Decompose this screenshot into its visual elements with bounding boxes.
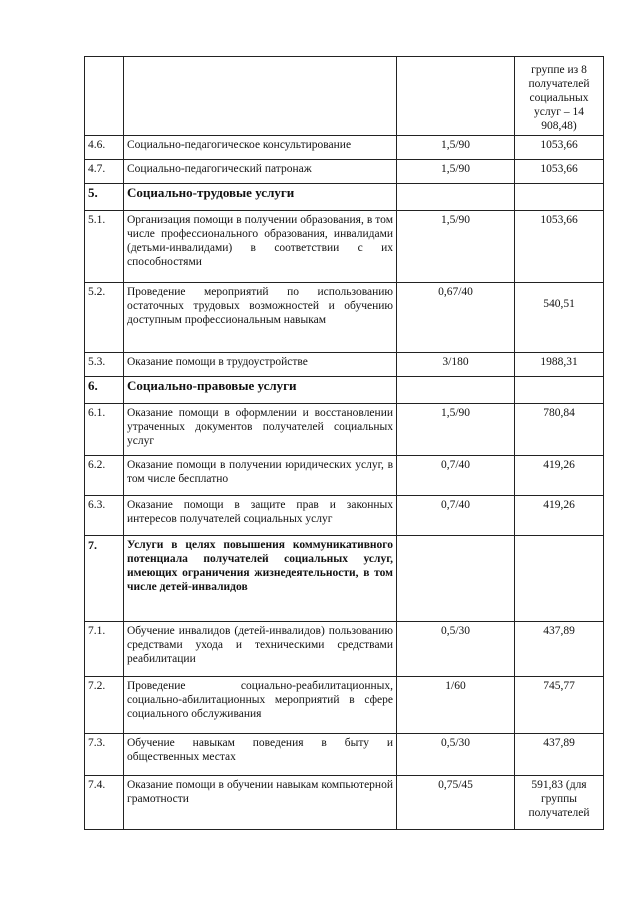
service-price: 745,77 <box>515 677 604 734</box>
service-norm: 1/60 <box>397 677 515 734</box>
service-price: 591,83 (для группы получателей <box>515 776 604 830</box>
section-number: 5. <box>85 184 124 211</box>
section-header-row <box>85 377 604 404</box>
table-row <box>85 677 604 734</box>
service-norm: 1,5/90 <box>397 211 515 283</box>
service-price: 437,89 <box>515 734 604 776</box>
service-norm: 1,5/90 <box>397 404 515 456</box>
service-norm: 0,7/40 <box>397 496 515 536</box>
cell-price <box>515 377 604 404</box>
cell-price-note: группе из 8 получателей социальных услуг – 14 908,48) <box>515 57 604 136</box>
section-title: Услуги в целях повышения коммуникативного потенциала получателей социальных услуг, имеющих ограничения жизнедеятельности, в том числе детей-инвалидов <box>124 536 397 622</box>
service-price: 419,26 <box>515 456 604 496</box>
service-price: 540,51 <box>515 283 604 353</box>
service-price: 780,84 <box>515 404 604 456</box>
cell-price <box>515 184 604 211</box>
service-norm: 3/180 <box>397 353 515 377</box>
table-row <box>85 456 604 496</box>
service-name: Социально-педагогический патронаж <box>124 160 397 184</box>
row-number: 7.2. <box>85 677 124 734</box>
service-norm: 0,5/30 <box>397 622 515 677</box>
row-number: 6.1. <box>85 404 124 456</box>
section-title: Социально-трудовые услуги <box>124 184 397 211</box>
services-table <box>84 56 604 830</box>
service-name: Проведение социально-реабилитационных, социально-абилитационных мероприятий в сфере социального обслуживания <box>124 677 397 734</box>
cell-price <box>515 536 604 622</box>
service-price: 1053,66 <box>515 160 604 184</box>
service-norm: 0,75/45 <box>397 776 515 830</box>
table-row <box>85 160 604 184</box>
cell-name <box>124 57 397 136</box>
service-norm: 0,5/30 <box>397 734 515 776</box>
table-row <box>85 211 604 283</box>
service-norm: 1,5/90 <box>397 160 515 184</box>
table-row <box>85 404 604 456</box>
section-number: 7. <box>85 536 124 622</box>
section-header-row <box>85 536 604 622</box>
cell-norm <box>397 57 515 136</box>
table-row <box>85 353 604 377</box>
service-name: Оказание помощи в оформлении и восстановлении утраченных документов получателей социальных услуг <box>124 404 397 456</box>
table-row <box>85 136 604 160</box>
section-number: 6. <box>85 377 124 404</box>
service-name: Оказание помощи в получении юридических услуг, в том числе бесплатно <box>124 456 397 496</box>
cell-norm <box>397 377 515 404</box>
cell-norm <box>397 184 515 211</box>
service-price: 1053,66 <box>515 136 604 160</box>
service-name: Оказание помощи в трудоустройстве <box>124 353 397 377</box>
row-number: 5.1. <box>85 211 124 283</box>
service-name: Проведение мероприятий по использованию остаточных трудовых возможностей и обучению доступным профессиональным навыкам <box>124 283 397 353</box>
service-name: Социально-педагогическое консультирование <box>124 136 397 160</box>
service-norm: 0,7/40 <box>397 456 515 496</box>
service-price: 419,26 <box>515 496 604 536</box>
service-name: Оказание помощи в обучении навыкам компьютерной грамотности <box>124 776 397 830</box>
section-header-row <box>85 184 604 211</box>
table-row <box>85 496 604 536</box>
service-name: Оказание помощи в защите прав и законных интересов получателей социальных услуг <box>124 496 397 536</box>
table-row <box>85 734 604 776</box>
section-title: Социально-правовые услуги <box>124 377 397 404</box>
service-name: Обучение инвалидов (детей-инвалидов) пользованию средствами ухода и техническими средствами реабилитации <box>124 622 397 677</box>
service-price: 1053,66 <box>515 211 604 283</box>
row-number: 4.7. <box>85 160 124 184</box>
service-price: 1988,31 <box>515 353 604 377</box>
row-number: 7.1. <box>85 622 124 677</box>
table-row <box>85 283 604 353</box>
table-row <box>85 622 604 677</box>
row-number: 6.2. <box>85 456 124 496</box>
table-row <box>85 776 604 830</box>
service-norm: 0,67/40 <box>397 283 515 353</box>
table-row-continuation <box>85 57 604 136</box>
service-name: Организация помощи в получении образования, в том числе профессионального образования, инвалидами (детьми-инвалидами) в соответствии с их способностями <box>124 211 397 283</box>
row-number: 7.4. <box>85 776 124 830</box>
row-number: 5.3. <box>85 353 124 377</box>
service-norm: 1,5/90 <box>397 136 515 160</box>
row-number: 5.2. <box>85 283 124 353</box>
row-number: 7.3. <box>85 734 124 776</box>
cell-norm <box>397 536 515 622</box>
cell-num <box>85 57 124 136</box>
service-name: Обучение навыкам поведения в быту и общественных местах <box>124 734 397 776</box>
row-number: 4.6. <box>85 136 124 160</box>
service-price: 437,89 <box>515 622 604 677</box>
row-number: 6.3. <box>85 496 124 536</box>
